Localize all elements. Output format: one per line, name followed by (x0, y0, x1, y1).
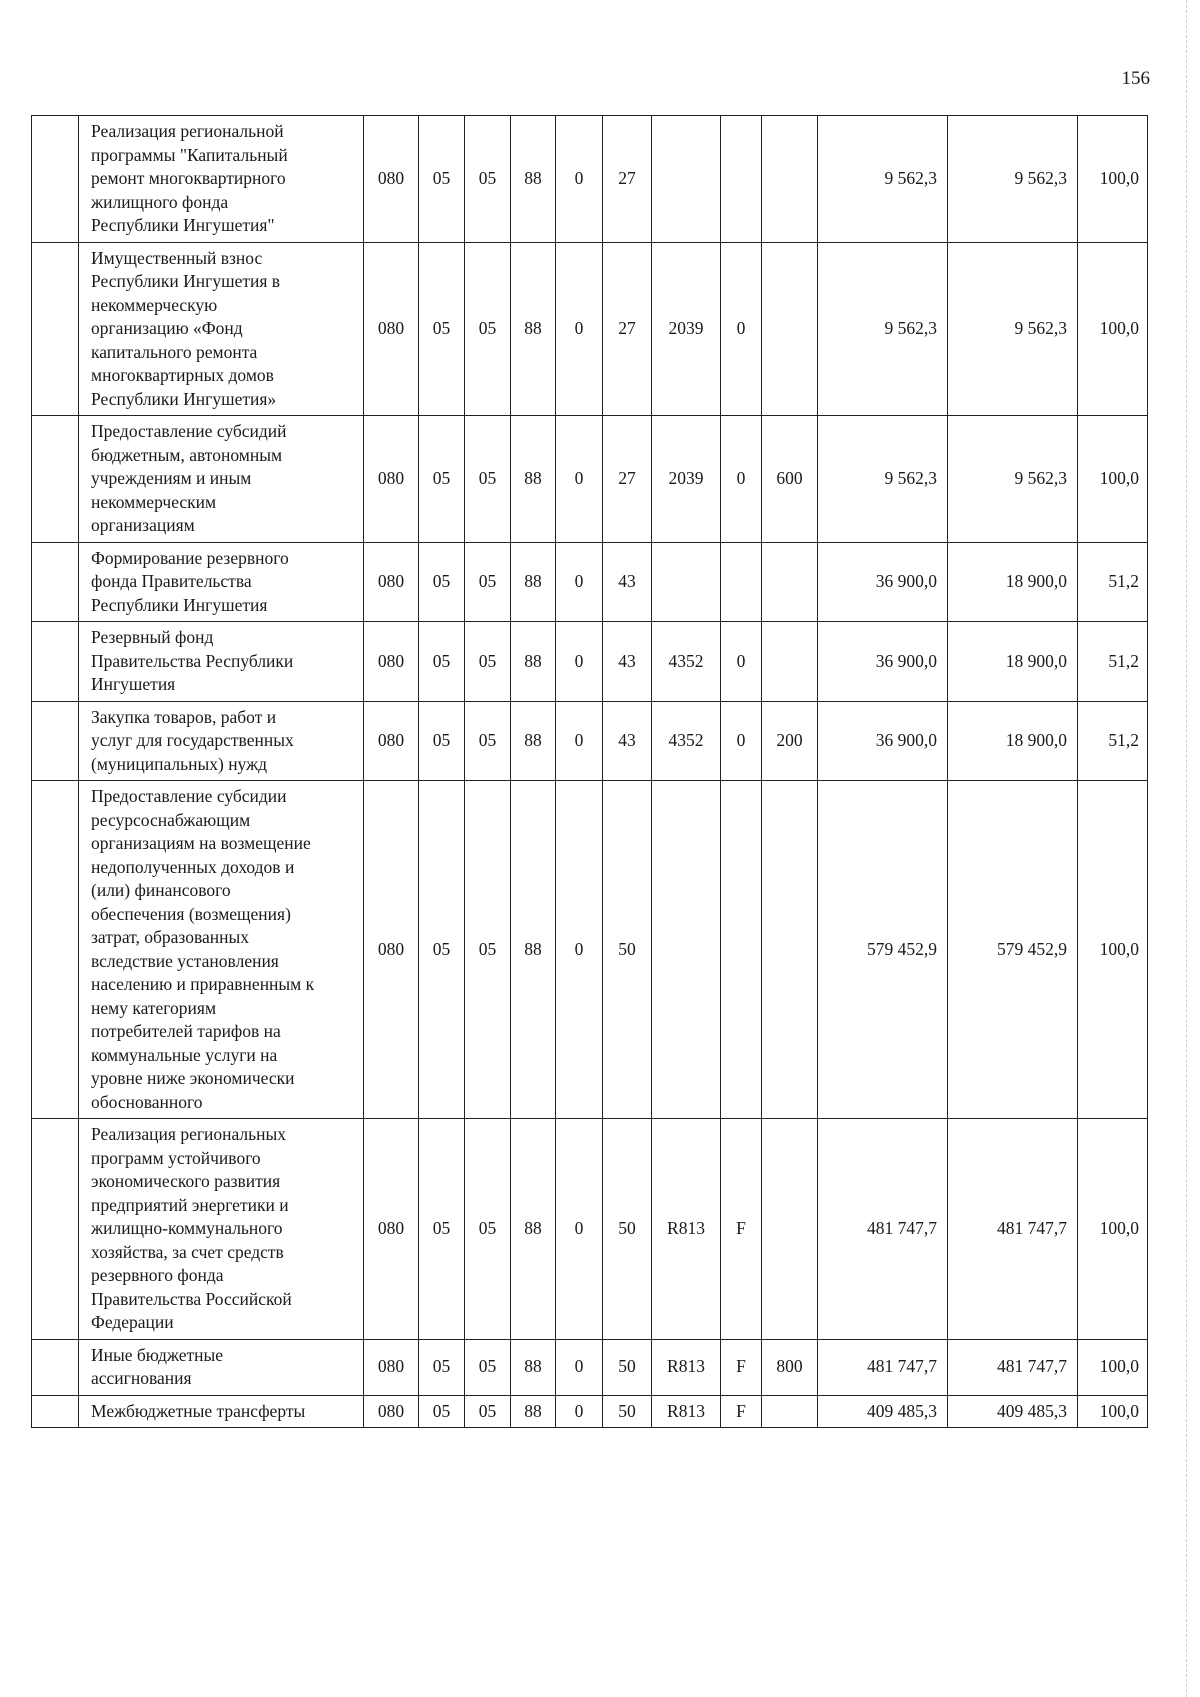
cell-rz: 05 (419, 542, 465, 622)
cell-expense-type: 800 (762, 1339, 818, 1395)
budget-table (31, 115, 1148, 1428)
cell-percent: 100,0 (1078, 416, 1148, 543)
description-line: резервного фонда (91, 1265, 224, 1285)
cell-event: 50 (603, 781, 652, 1119)
cell-program: 88 (511, 701, 556, 781)
description-line: Республики Ингушетия в (91, 271, 281, 291)
cell-program: 88 (511, 1395, 556, 1428)
row-index-cell (32, 416, 79, 543)
cell-ved: 080 (364, 1395, 419, 1428)
cell-percent: 51,2 (1078, 542, 1148, 622)
cell-expense-type: 600 (762, 416, 818, 543)
page-number: 156 (1121, 68, 1150, 89)
cell-expense-type (762, 116, 818, 243)
cell-subprogram: 0 (556, 116, 603, 243)
cell-event: 50 (603, 1339, 652, 1395)
cell-program: 88 (511, 116, 556, 243)
row-index-cell (32, 242, 79, 416)
cell-rz: 05 (419, 701, 465, 781)
row-description (79, 116, 364, 243)
cell-direction-suffix: F (721, 1339, 762, 1395)
cell-pr: 05 (465, 1395, 511, 1428)
row-description (79, 242, 364, 416)
description-line: хозяйства, за счет средств (91, 1241, 284, 1262)
cell-expense-type (762, 622, 818, 702)
description-line: коммунальные услуги на (91, 1044, 278, 1065)
cell-actual-amount: 579 452,9 (948, 781, 1078, 1119)
row-index-cell (32, 1395, 79, 1428)
description-line: Закупка товаров, работ и (91, 706, 277, 727)
cell-ved: 080 (364, 242, 419, 416)
table-row (32, 542, 1148, 622)
cell-direction: 4352 (652, 701, 721, 781)
description-line: учреждениям и иным (91, 468, 252, 488)
description-line: Правительства Российской (91, 1288, 292, 1309)
cell-ved: 080 (364, 116, 419, 243)
cell-ved: 080 (364, 1339, 419, 1395)
cell-event: 27 (603, 242, 652, 416)
cell-program: 88 (511, 416, 556, 543)
description-line: (или) финансового (91, 880, 231, 900)
cell-pr: 05 (465, 242, 511, 416)
row-description (79, 781, 364, 1119)
row-description (79, 1119, 364, 1340)
cell-planned-amount: 36 900,0 (818, 622, 948, 702)
cell-direction-suffix: 0 (721, 242, 762, 416)
cell-expense-type (762, 781, 818, 1119)
cell-planned-amount: 36 900,0 (818, 701, 948, 781)
description-line: Реализация региональных (91, 1124, 287, 1144)
cell-direction: R813 (652, 1395, 721, 1428)
description-line: услуг для государственных (91, 730, 294, 750)
description-line: Ингушетия (91, 674, 176, 694)
description-line: организациям на возмещение (91, 833, 311, 853)
cell-percent: 100,0 (1078, 116, 1148, 243)
cell-direction-suffix: F (721, 1395, 762, 1428)
row-index-cell (32, 1339, 79, 1395)
cell-direction-suffix (721, 781, 762, 1119)
cell-actual-amount: 9 562,3 (948, 116, 1078, 243)
cell-pr: 05 (465, 1339, 511, 1395)
table-row (32, 1119, 1148, 1340)
row-description (79, 416, 364, 543)
table-row (32, 1395, 1148, 1428)
cell-percent: 100,0 (1078, 242, 1148, 416)
cell-direction-suffix: 0 (721, 416, 762, 543)
cell-subprogram: 0 (556, 1119, 603, 1340)
cell-planned-amount: 9 562,3 (818, 242, 948, 416)
cell-pr: 05 (465, 116, 511, 243)
description-line: Предоставление субсидий (91, 421, 287, 441)
cell-expense-type (762, 242, 818, 416)
cell-planned-amount: 9 562,3 (818, 416, 948, 543)
cell-event: 27 (603, 116, 652, 243)
cell-percent: 100,0 (1078, 781, 1148, 1119)
cell-program: 88 (511, 242, 556, 416)
cell-percent: 100,0 (1078, 1119, 1148, 1340)
cell-planned-amount: 579 452,9 (818, 781, 948, 1119)
cell-ved: 080 (364, 416, 419, 543)
cell-actual-amount: 481 747,7 (948, 1339, 1078, 1395)
cell-actual-amount: 9 562,3 (948, 242, 1078, 416)
row-index-cell (32, 116, 79, 243)
row-description (79, 622, 364, 702)
description-line: населению и приравненным к (91, 974, 315, 994)
description-line: нему категориям (91, 997, 217, 1018)
cell-direction-suffix (721, 542, 762, 622)
cell-direction (652, 542, 721, 622)
cell-program: 88 (511, 1119, 556, 1340)
table-row (32, 116, 1148, 243)
cell-direction-suffix: 0 (721, 622, 762, 702)
cell-direction: 4352 (652, 622, 721, 702)
description-line: вследствие установления (91, 950, 279, 971)
cell-percent: 51,2 (1078, 622, 1148, 702)
description-line: (муниципальных) нужд (91, 753, 268, 774)
description-line: уровне ниже экономически (91, 1068, 295, 1088)
cell-direction (652, 781, 721, 1119)
description-line: потребителей тарифов на (91, 1021, 281, 1041)
cell-direction-suffix: 0 (721, 701, 762, 781)
description-line: Республики Ингушетия" (91, 215, 275, 235)
cell-direction: R813 (652, 1119, 721, 1340)
cell-actual-amount: 18 900,0 (948, 701, 1078, 781)
cell-pr: 05 (465, 622, 511, 702)
description-line: капитального ремонта (91, 341, 258, 362)
cell-expense-type: 200 (762, 701, 818, 781)
cell-program: 88 (511, 1339, 556, 1395)
description-line: программы "Капитальный (91, 144, 288, 165)
cell-expense-type (762, 542, 818, 622)
description-line: Межбюджетные трансферты (91, 1400, 306, 1421)
cell-ved: 080 (364, 1119, 419, 1340)
table-row (32, 1339, 1148, 1395)
cell-subprogram: 0 (556, 701, 603, 781)
cell-planned-amount: 481 747,7 (818, 1119, 948, 1340)
table-row (32, 701, 1148, 781)
cell-rz: 05 (419, 242, 465, 416)
cell-planned-amount: 409 485,3 (818, 1395, 948, 1428)
cell-event: 50 (603, 1395, 652, 1428)
cell-ved: 080 (364, 781, 419, 1119)
description-line: Формирование резервного (91, 547, 289, 568)
cell-ved: 080 (364, 701, 419, 781)
scan-edge-line (1186, 0, 1187, 1697)
description-line: Предоставление субсидии (91, 786, 287, 806)
description-line: фонда Правительства (91, 571, 252, 591)
description-line: ассигнования (91, 1368, 192, 1388)
cell-direction (652, 116, 721, 243)
description-line: Реализация региональной (91, 121, 284, 141)
description-line: Иные бюджетные (91, 1344, 224, 1365)
cell-direction-suffix (721, 116, 762, 243)
cell-subprogram: 0 (556, 781, 603, 1119)
cell-subprogram: 0 (556, 242, 603, 416)
cell-pr: 05 (465, 701, 511, 781)
description-line: бюджетным, автономным (91, 444, 283, 465)
cell-percent: 100,0 (1078, 1395, 1148, 1428)
table-row (32, 781, 1148, 1119)
description-line: обоснованного (91, 1091, 203, 1112)
cell-program: 88 (511, 622, 556, 702)
cell-pr: 05 (465, 1119, 511, 1340)
cell-subprogram: 0 (556, 1339, 603, 1395)
cell-rz: 05 (419, 416, 465, 543)
description-line: организацию «Фонд (91, 318, 243, 338)
cell-expense-type (762, 1395, 818, 1428)
description-line: Правительства Республики (91, 650, 294, 671)
cell-actual-amount: 18 900,0 (948, 542, 1078, 622)
cell-planned-amount: 36 900,0 (818, 542, 948, 622)
cell-rz: 05 (419, 1339, 465, 1395)
row-index-cell (32, 781, 79, 1119)
row-index-cell (32, 622, 79, 702)
table-body (32, 116, 1148, 1428)
table-row (32, 242, 1148, 416)
cell-subprogram: 0 (556, 622, 603, 702)
row-description (79, 1339, 364, 1395)
cell-subprogram: 0 (556, 416, 603, 543)
cell-direction: R813 (652, 1339, 721, 1395)
cell-actual-amount: 409 485,3 (948, 1395, 1078, 1428)
description-line: Республики Ингушетия (91, 594, 268, 615)
cell-ved: 080 (364, 542, 419, 622)
description-line: организациям (91, 515, 195, 535)
description-line: многоквартирных домов (91, 365, 274, 385)
row-description (79, 542, 364, 622)
cell-direction-suffix: F (721, 1119, 762, 1340)
description-line: жилищного фонда (91, 191, 229, 212)
description-line: некоммерческим (91, 491, 217, 512)
row-description (79, 701, 364, 781)
cell-event: 43 (603, 622, 652, 702)
description-line: затрат, образованных (91, 927, 250, 947)
cell-planned-amount: 9 562,3 (818, 116, 948, 243)
cell-rz: 05 (419, 622, 465, 702)
description-line: Федерации (91, 1312, 174, 1332)
cell-pr: 05 (465, 781, 511, 1119)
cell-subprogram: 0 (556, 542, 603, 622)
description-line: недополученных доходов и (91, 856, 295, 877)
description-line: программ устойчивого (91, 1147, 261, 1168)
description-line: ремонт многоквартирного (91, 168, 286, 188)
row-index-cell (32, 701, 79, 781)
cell-rz: 05 (419, 1119, 465, 1340)
cell-event: 50 (603, 1119, 652, 1340)
description-line: экономического развития (91, 1171, 281, 1191)
cell-program: 88 (511, 542, 556, 622)
description-line: Резервный фонд (91, 627, 214, 647)
cell-subprogram: 0 (556, 1395, 603, 1428)
cell-pr: 05 (465, 416, 511, 543)
cell-actual-amount: 18 900,0 (948, 622, 1078, 702)
row-description (79, 1395, 364, 1428)
cell-ved: 080 (364, 622, 419, 702)
cell-percent: 51,2 (1078, 701, 1148, 781)
cell-rz: 05 (419, 1395, 465, 1428)
cell-actual-amount: 481 747,7 (948, 1119, 1078, 1340)
cell-event: 43 (603, 701, 652, 781)
cell-direction: 2039 (652, 242, 721, 416)
cell-pr: 05 (465, 542, 511, 622)
description-line: обеспечения (возмещения) (91, 903, 291, 924)
cell-direction: 2039 (652, 416, 721, 543)
cell-actual-amount: 9 562,3 (948, 416, 1078, 543)
cell-planned-amount: 481 747,7 (818, 1339, 948, 1395)
row-index-cell (32, 542, 79, 622)
description-line: предприятий энергетики и (91, 1194, 289, 1215)
cell-event: 43 (603, 542, 652, 622)
description-line: Имущественный взнос (91, 247, 263, 268)
table-row (32, 622, 1148, 702)
row-index-cell (32, 1119, 79, 1340)
description-line: ресурсоснабжающим (91, 809, 251, 830)
cell-expense-type (762, 1119, 818, 1340)
table-row (32, 416, 1148, 543)
cell-rz: 05 (419, 781, 465, 1119)
description-line: некоммерческую (91, 294, 218, 315)
cell-rz: 05 (419, 116, 465, 243)
cell-percent: 100,0 (1078, 1339, 1148, 1395)
description-line: Республики Ингушетия» (91, 388, 277, 409)
cell-program: 88 (511, 781, 556, 1119)
description-line: жилищно-коммунального (91, 1218, 283, 1238)
cell-event: 27 (603, 416, 652, 543)
